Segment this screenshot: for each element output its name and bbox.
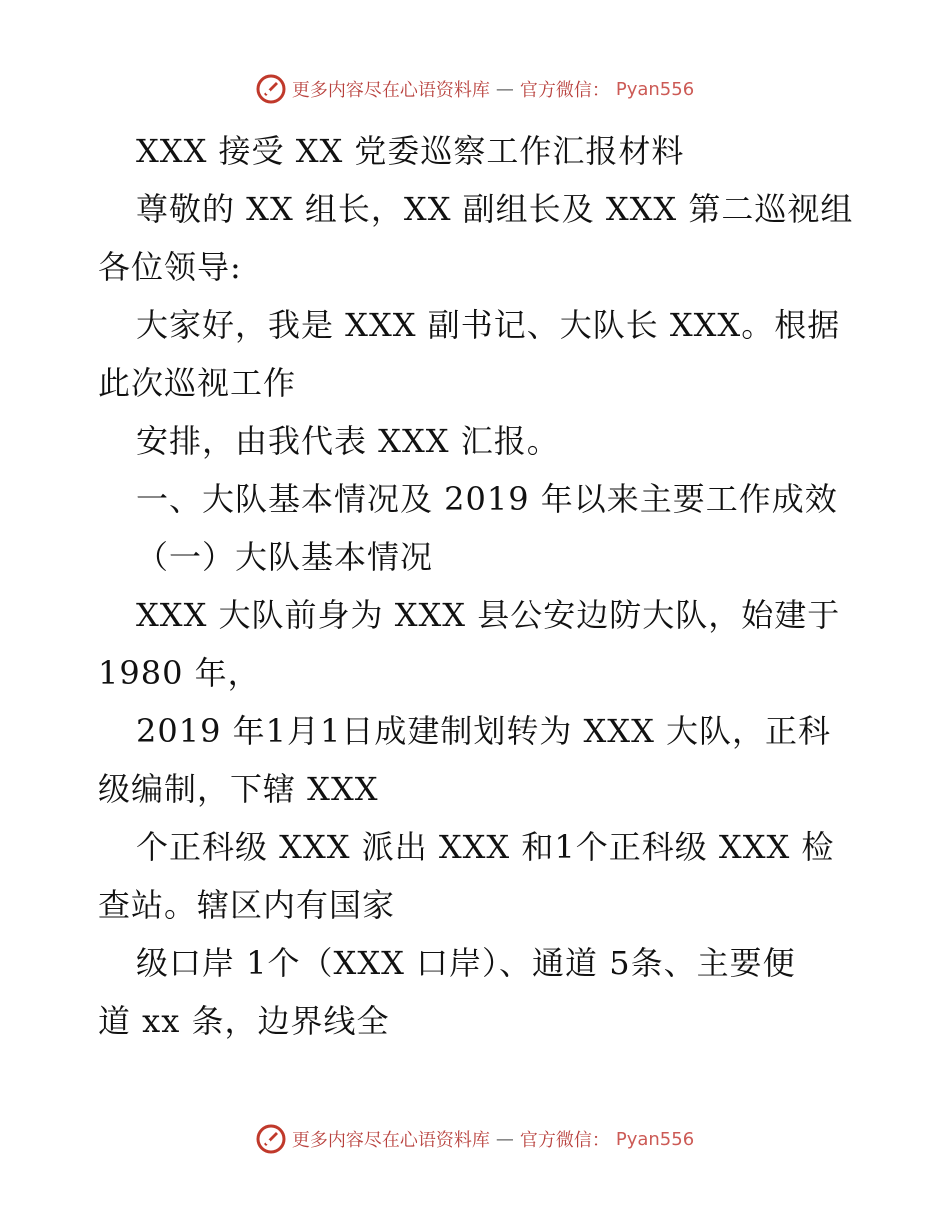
watermark-site-text: 更多内容尽在心语资料库 — [291, 1130, 490, 1151]
document-line: 道 xx 条，边界线全 — [98, 1002, 390, 1040]
document-line: 个正科级 XXX 派出 XXX 和1个正科级 XXX 检 — [136, 828, 835, 866]
document-line: 尊敬的 XX 组长，XX 副组长及 XXX 第二巡视组 — [136, 190, 854, 228]
document-line: XXX 大队前身为 XXX 县公安边防大队，始建于 — [136, 596, 841, 634]
header-watermark — [0, 74, 950, 104]
document-line: 2019 年1月1日成建制划转为 XXX 大队，正科 — [136, 712, 832, 750]
watermark-site-text: 更多内容尽在心语资料库 — [291, 80, 490, 101]
watermark-separator: — — [495, 78, 514, 100]
document-line: XXX 接受 XX 党委巡察工作汇报材料 — [136, 132, 685, 170]
watermark-wechat-id: Pyan556 — [615, 78, 695, 100]
document-line: （一）大队基本情况 — [136, 538, 434, 576]
document-line: 安排，由我代表 XXX 汇报。 — [136, 422, 560, 460]
watermark-separator: — — [495, 1128, 514, 1150]
document-line: 大家好，我是 XXX 副书记、大队长 XXX。根据 — [136, 306, 841, 344]
document-line: 各位领导: — [98, 248, 242, 286]
document-line: 1980 年， — [98, 654, 261, 692]
document-line: 级口岸 1个（XXX 口岸）、通道 5条、主要便 — [136, 944, 796, 982]
logo-icon — [256, 74, 286, 104]
document-body — [98, 122, 868, 1050]
watermark-wechat-label: 官方微信： — [519, 80, 610, 101]
document-line: 查站。辖区内有国家 — [98, 886, 396, 924]
watermark-wechat-label: 官方微信： — [519, 1130, 610, 1151]
document-line: 一、大队基本情况及 2019 年以来主要工作成效 — [136, 480, 838, 518]
document-line: 级编制，下辖 XXX — [98, 770, 379, 808]
document-line: 此次巡视工作 — [98, 364, 297, 402]
logo-icon — [256, 1124, 286, 1154]
footer-watermark — [0, 1124, 950, 1154]
watermark-wechat-id: Pyan556 — [615, 1128, 695, 1150]
